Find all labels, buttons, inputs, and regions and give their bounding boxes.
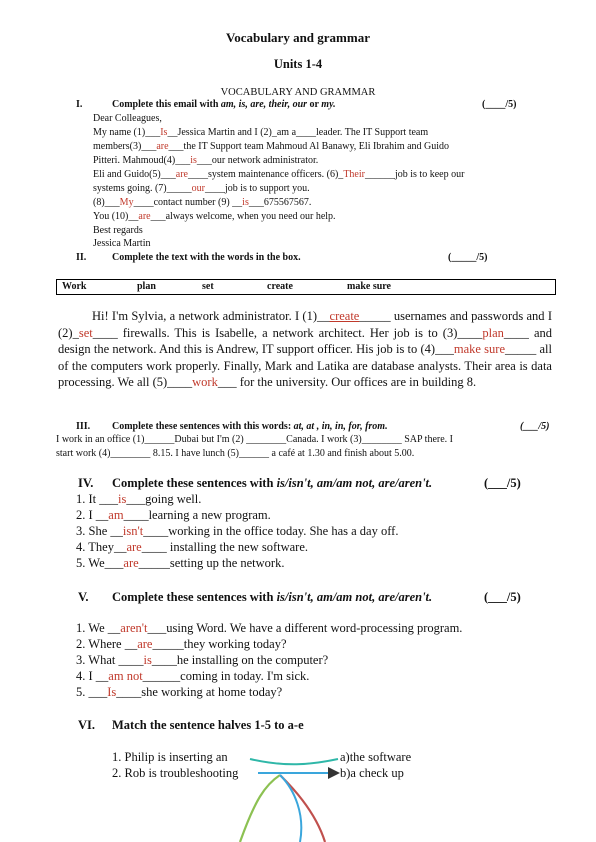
section-4-number: IV. [78, 476, 94, 490]
s5-item: 4. I __am not______coming in today. I'm sick. [76, 669, 310, 683]
sylvia-paragraph: Hi! I'm Sylvia, a network administrator. I (1)__create_____ usernames and passwords and I (2)_set____ firewalls. This is Isabelle, a network architect. Her job is to (3)____plan____ and design the network. And this is Andrew, IT support officer. His job is to (4)___make sure_____ all of the computers work properly. Finally, Mark and Latika are database analysts. Their area is data processing. We all (5)____work___ for the university. Our offices are in building 8. [58, 309, 552, 389]
page-title: Vocabulary and grammar [226, 30, 370, 45]
s5-item: 1. We __aren't___using Word. We have a different word-processing program. [76, 621, 463, 635]
section-2-number: II. [76, 252, 87, 263]
s4-item: 1. It ___is___going well. [76, 492, 202, 506]
section-1-instruction: Complete this email with am, is, are, their, our or my. [112, 99, 336, 110]
page-subtitle: Units 1-4 [273, 57, 323, 71]
s4-item: 2. I __am____learning a new program. [76, 508, 271, 522]
email-line-5: systems going. (7)_____our____job is to support you. [93, 183, 310, 194]
section-4-score: (___/5) [484, 476, 521, 490]
match-right-item: b)a check up [340, 766, 404, 780]
word-box [56, 279, 556, 295]
section-3-score: (___/5) [520, 421, 550, 432]
match-right-item: a)the software [340, 750, 412, 764]
email-greeting: Dear Colleagues, [93, 113, 162, 124]
section-2-score: (_____/5) [448, 252, 488, 263]
arrow-red [280, 775, 325, 842]
email-line-6: (8)___My____contact number (9) __is___675567567. [93, 197, 312, 208]
word-box-item: Work [62, 281, 87, 292]
match-left-item: 1. Philip is inserting an [112, 750, 228, 764]
section-6-instruction: Match the sentence halves 1-5 to a-e [112, 718, 304, 732]
email-signature: Jessica Martin [93, 238, 151, 249]
section-3-line-2: start work (4)________ 8.15. I have lunch (5)______ a café at 1.30 and finish about 5.00. [56, 448, 415, 459]
word-box-item: make sure [347, 281, 391, 292]
s5-item: 3. What ____is____he installing on the computer? [76, 653, 329, 667]
s4-item: 5. We___are_____setting up the network. [76, 556, 285, 570]
section-2-instruction: Complete the text with the words in the box. [112, 252, 301, 263]
arrow-green [240, 775, 280, 842]
word-box-item: plan [137, 281, 156, 292]
section-header: VOCABULARY AND GRAMMAR [220, 87, 376, 98]
email-line-4: Eli and Guido(5)___are____system maintenance officers. (6)_Their______job is to keep our [93, 169, 465, 180]
s4-item: 3. She __isn't____working in the office today. She has a day off. [76, 524, 399, 538]
section-5-number: V. [78, 590, 89, 604]
section-5-score: (___/5) [484, 590, 521, 604]
email-line-3: Pitteri. Mahmoud(4)___is___our network administrator. [93, 155, 319, 166]
word-box-item: set [202, 281, 214, 292]
s5-item: 2. Where __are_____they working today? [76, 637, 287, 651]
word-box-item: create [267, 281, 293, 292]
section-5-instruction: Complete these sentences with is/isn't, am/am not, are/aren't. [112, 590, 433, 604]
email-line-2: members(3)___are___the IT Support team Mahmoud Al Banawy, Eli Ibrahim and Guido [93, 141, 450, 152]
s4-item: 4. They__are____ installing the new software. [76, 540, 309, 554]
email-line-7: You (10)__are___always welcome, when you need our help. [93, 211, 336, 222]
section-4-instruction: Complete these sentences with is/isn't, am/am not, are/aren't. [112, 476, 433, 490]
email-signoff: Best regards [93, 225, 143, 236]
arrow-teal [250, 759, 338, 764]
match-left-item: 2. Rob is troubleshooting [112, 766, 239, 780]
section-1-number: I. [76, 99, 83, 110]
email-line-1: My name (1)___Is__Jessica Martin and I (2)_am a____leader. The IT Support team [93, 127, 429, 138]
matching-arrows [230, 755, 350, 842]
section-3-instruction: Complete these sentences with this words: at, at , in, in, for, from. [112, 421, 388, 432]
section-3-number: III. [76, 421, 91, 432]
section-1-score: (____/5) [482, 99, 517, 110]
s5-item: 5. ___Is____she working at home today? [76, 685, 283, 699]
section-3-line-1: I work in an office (1)______Dubai but I'm (2) ________Canada. I work (3)________ SAP there. I [56, 434, 453, 445]
section-6-number: VI. [78, 718, 96, 732]
